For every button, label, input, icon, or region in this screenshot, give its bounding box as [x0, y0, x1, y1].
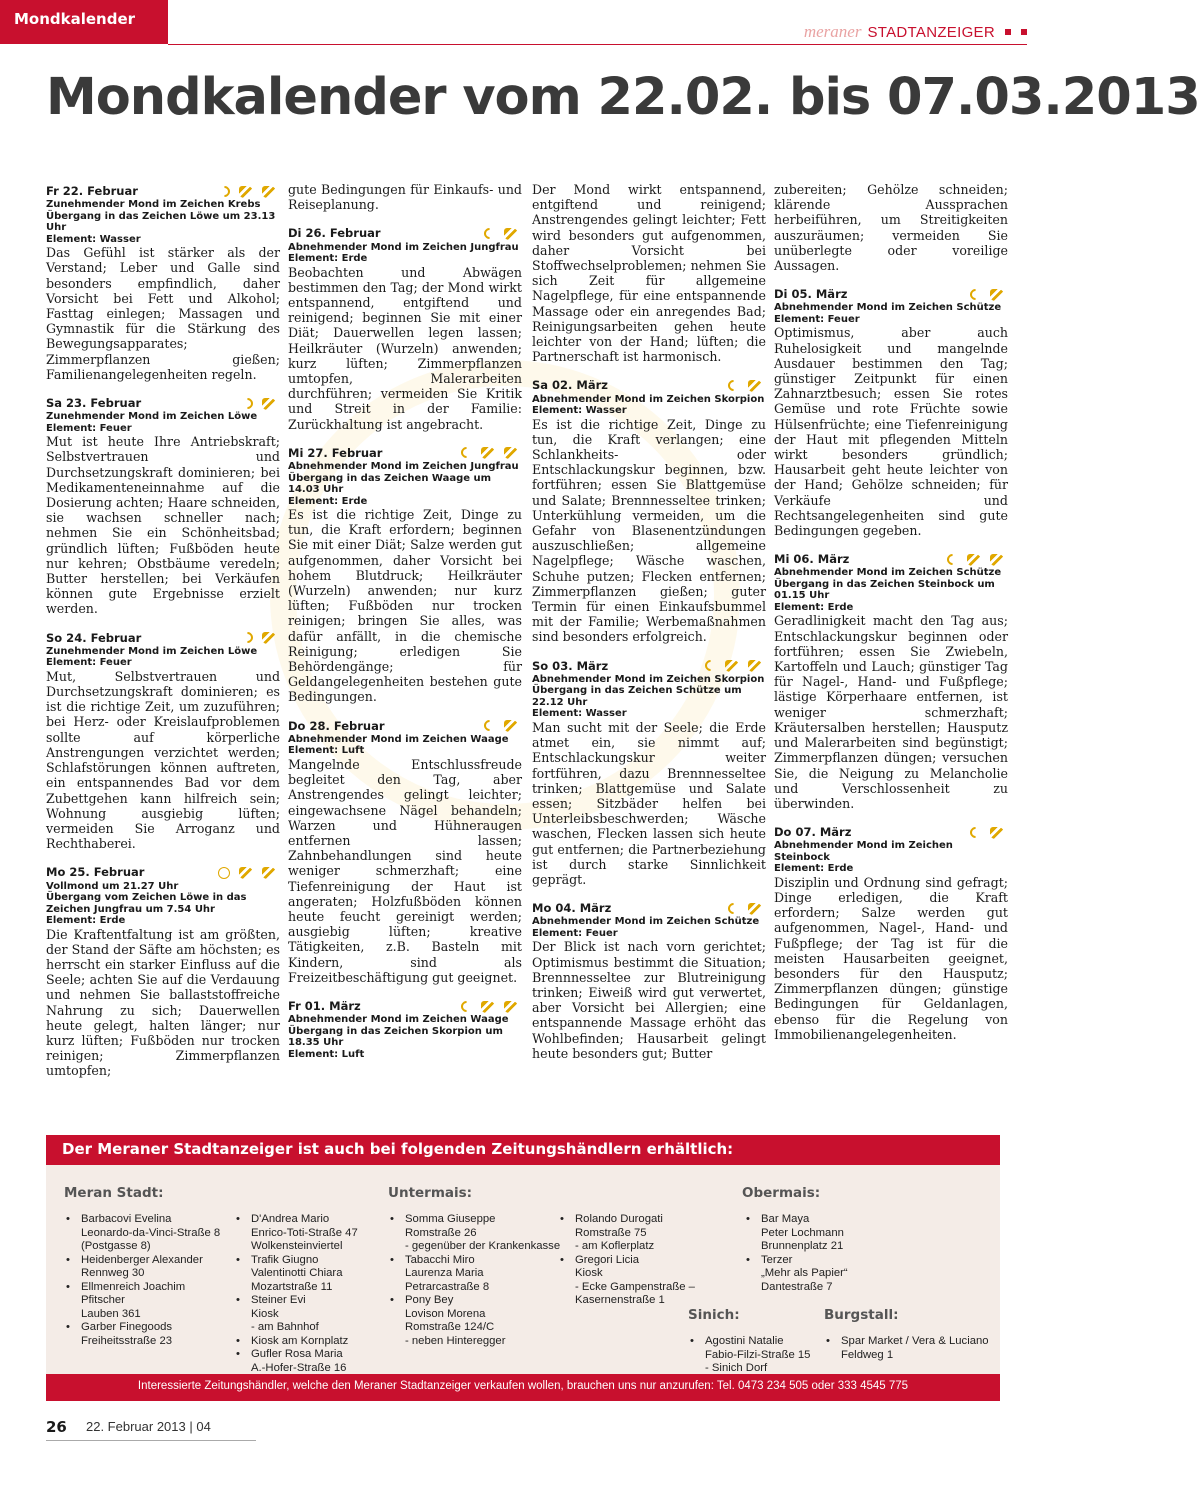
- waning-moon-icon: [459, 445, 475, 461]
- waning-moon-icon: [482, 718, 498, 734]
- full-moon-icon: [218, 867, 230, 879]
- day-text: Disziplin und Ordnung sind gefragt; Dinge erledigen, die Kraft erfordern; Salze werden gut aufgenommen, Nagel-, Hand- und Fußpflege; der Tag ist für die meisten Hausarbeiten geeignet, besonders für den Hausputz; Zimmerpflanzen düngen; günstige Bedingungen für Geldanlagen, ebenso für die Regelung von Immobilienangelegenheiten.: [774, 874, 1008, 1042]
- dealer-item: [62, 1321, 220, 1348]
- day-entry: [288, 446, 522, 705]
- day-symbols: [242, 398, 276, 410]
- moon-info: Element: Wasser: [532, 708, 627, 720]
- day-symbols: [970, 827, 1004, 839]
- dealer-title-obermais: Obermais:: [742, 1185, 821, 1201]
- dealer-item: [232, 1213, 358, 1254]
- dealer-list-untermais-2: [556, 1213, 695, 1308]
- moon-info: Abnehmender Mond im Zeichen Skorpion: [532, 673, 765, 685]
- zodiac-sign-icon: [990, 827, 1004, 839]
- dealer-list: [556, 1213, 695, 1308]
- dealer-line: Romstraße 26: [405, 1226, 477, 1239]
- dealer-line: Valentinotti Chiara: [251, 1267, 343, 1279]
- day-entry: [774, 182, 1008, 273]
- day-title: Mi 27. Februar: [288, 445, 383, 460]
- waning-moon-icon: [459, 998, 475, 1014]
- section-tab: Mondkalender: [0, 0, 168, 44]
- zodiac-sign-icon: [748, 380, 762, 392]
- page-title: Mondkalender vom 22.02. bis 07.03.2013: [46, 68, 1200, 127]
- day-title: So 03. März: [532, 658, 609, 673]
- dealer-list-burgstall: [822, 1335, 989, 1362]
- dealer-line: • Rolando Durogati: [575, 1213, 663, 1225]
- dealer-item: [386, 1213, 560, 1254]
- waning-moon-icon: [703, 658, 719, 674]
- dealer-line: Kasernenstraße 1: [575, 1294, 665, 1306]
- day-title: Do 28. Februar: [288, 718, 385, 733]
- day-title: Mo 04. März: [532, 901, 612, 916]
- dealer-list: [686, 1335, 810, 1376]
- header-rule: [168, 44, 1027, 45]
- dealer-line: • Spar Market / Vera & Luciano: [841, 1335, 989, 1347]
- day-title: Di 26. Februar: [288, 226, 381, 241]
- waning-moon-icon: [945, 552, 961, 568]
- day-text: Das Gefühl ist stärker als der Verstand; Leber und Galle sind besonders empfindlich, daher Vorsicht bei Fett und Alkohol; Fasttag einlegen; Massagen und Gymnastik für die Stärkung des Bewegungsapparates; Zimmerpflanzen gießen; Familienangelegenheiten regeln.: [46, 245, 280, 382]
- dealers-box: [46, 1135, 1000, 1401]
- day-text: Es ist die richtige Zeit, Dinge zu tun, die Kraft verlangen; eine Schlankheits- oder Entschlackungskur beginnen, bzw. fortführen; essen Sie Blattgemüse und Salate; Brennnesseltee trinken; Unterkühlung vermeiden, um die Gefahr von Blasenentzündungen auszuschließen; allgemeine Nagelpflege; Wäsche waschen, Schuhe putzen; Flecken entfernen; Zimmerpflanzen gießen; guter Termin für einen Einkaufsbummel mit der Familie; Werbemaßnahmen sind besonders erfolgreich.: [532, 416, 766, 645]
- zodiac-sign-icon: [239, 867, 253, 879]
- day-symbols: [728, 380, 762, 392]
- day-header: [774, 287, 1008, 302]
- dealers-heading: Der Meraner Stadtanzeiger ist auch bei folgenden Zeitungshändlern erhältlich:: [46, 1135, 1000, 1165]
- zodiac-sign-icon: [504, 720, 518, 732]
- waning-moon-icon: [482, 226, 498, 242]
- footer-rule: [46, 1440, 256, 1441]
- day-header: [288, 226, 522, 241]
- moon-info: Abnehmender Mond im Zeichen Steinbock: [774, 840, 953, 863]
- moon-info: Übergang in das Zeichen Löwe um 23.13 Uhr: [46, 210, 276, 234]
- moon-info: Übergang in das Zeichen Steinbock um 01.15 Uhr: [774, 578, 995, 602]
- day-entry: [46, 396, 280, 617]
- dealer-line: • Steiner Evi: [251, 1294, 306, 1306]
- dealer-line: • Tabacchi Miro: [405, 1253, 475, 1266]
- day-symbols: [242, 632, 276, 644]
- dealer-line: Brunnenplatz 21: [761, 1240, 844, 1252]
- moon-info: Abnehmender Mond im Zeichen Waage: [288, 1014, 509, 1026]
- moon-info: Übergang vom Zeichen Löwe in das Zeichen Jungfrau um 7.54 Uhr: [46, 892, 247, 915]
- day-title: Fr 01. März: [288, 998, 361, 1013]
- waxing-moon-icon: [240, 630, 256, 646]
- dealer-item: [232, 1294, 358, 1335]
- moon-info: Übergang in das Zeichen Waage um 14.03 Uhr: [288, 472, 492, 496]
- dealer-item: [62, 1254, 220, 1281]
- day-title: Sa 23. Februar: [46, 396, 142, 411]
- dealer-line: Pfitscher: [81, 1294, 125, 1306]
- day-title: Di 05. März: [774, 287, 848, 302]
- day-header: [532, 901, 766, 916]
- zodiac-sign-icon: [504, 1001, 518, 1013]
- day-text: Es ist die richtige Zeit, Dinge zu tun, die Kraft erfordern; beginnen Sie mit einer Diät; Salze werden gut aufgenommen, daher Vorsicht bei hohem Blutdruck; Heilkräuter (Wurzeln) anwenden; nur kurz lüften; Fußböden nur trocken reinigen; bringen Sie alles, was dafür anfällt, in die chemische Reinigung; erledigen Sie Behördengänge; für Geldangelegenheiten bestehen gute Bedingungen.: [288, 507, 522, 705]
- dealer-list-meran-2: [232, 1213, 358, 1375]
- moon-info: Element: Feuer: [46, 422, 132, 434]
- moon-info: Element: Erde: [46, 915, 126, 927]
- dealer-item: [62, 1213, 220, 1254]
- calendar-column-1: [46, 182, 280, 1093]
- waning-moon-icon: [968, 287, 984, 303]
- dealer-list: [386, 1213, 560, 1348]
- moon-info: Zunehmender Mond im Zeichen Löwe: [46, 411, 258, 423]
- dealer-title-burgstall: Burgstall:: [824, 1307, 899, 1323]
- moon-info: Element: Luft: [288, 1048, 365, 1060]
- dealer-item: [62, 1281, 220, 1322]
- day-symbols: [970, 289, 1004, 301]
- day-header: [288, 719, 522, 734]
- dealer-item: [232, 1335, 358, 1349]
- day-text: Man sucht mit der Seele; die Erde atmet ein, sie nimmt auf; Entschlackungskur weiter fortführen, dazu Brennnesseltee trinken; Blattgemüse und Salate essen; Sitzbäder helfen bei Unterleibsbeschwerden; Wäsche waschen, Flecken lassen sich heute gut entfernen; die Partnerbeziehung ist durch starke Sinnlichkeit geprägt.: [532, 719, 766, 887]
- calendar-column-4: [774, 182, 1008, 1056]
- dealer-line: • Ellmenreich Joachim: [81, 1280, 186, 1293]
- dealers-footer: Interessierte Zeitungshändler, welche den Meraner Stadtanzeiger verkaufen wollen, brauchen uns nur anzurufen: Tel. 0473 234 505 oder 333 4545 775: [46, 1374, 1000, 1401]
- dealer-line: Feldweg 1: [841, 1348, 894, 1361]
- day-symbols: [728, 903, 762, 915]
- day-text: gute Bedingungen für Einkaufs- und Reiseplanung.: [288, 182, 522, 213]
- waning-moon-icon: [726, 900, 742, 916]
- day-header: [774, 552, 1008, 567]
- dealer-line: Laurenza Maria: [405, 1267, 484, 1279]
- moon-info: Abnehmender Mond im Zeichen Jungfrau: [288, 461, 519, 473]
- dealer-line: • Kiosk am Kornplatz: [251, 1334, 349, 1347]
- zodiac-sign-icon: [748, 660, 762, 672]
- day-text: Mangelnde Entschlussfreude begleitet den Tag, aber Anstrengendes gelingt leichter; eingewachsene Nägel behandeln; Warzen und Hühneraugen entfernen lassen; Zahnbehandlungen sind heute weniger schmerzhaft; eine Tiefenreinigung der Haut ist angeraten; Holzfußböden können heute feucht gereinigt werden; ausgiebig lüften; kreative Tätigkeiten, z.B. Basteln mit Kindern, sind als Freizeitbeschäftigung gut geeignet.: [288, 756, 522, 985]
- day-header: [46, 631, 280, 646]
- dealer-line: Enrico-Toti-Straße 47: [251, 1226, 358, 1239]
- day-entry: [46, 631, 280, 852]
- day-entry: [288, 182, 522, 212]
- dealer-item: [556, 1213, 695, 1254]
- moon-info: Element: Wasser: [46, 233, 141, 245]
- moon-info: Element: Erde: [288, 253, 368, 265]
- dealer-title-sinich: Sinich:: [688, 1307, 740, 1323]
- moon-info: Zunehmender Mond im Zeichen Löwe: [46, 645, 258, 657]
- day-entry: [774, 287, 1008, 538]
- dealer-line: Kiosk: [575, 1267, 603, 1279]
- dealer-line: Kiosk: [251, 1307, 279, 1320]
- dealer-line: - Ecke Gampenstraße –: [575, 1280, 695, 1293]
- day-text: zubereiten; Gehölze schneiden; klärende Aussprachen herbeiführen, um Streitigkeiten auszuräumen; vermeiden Sie unüberlegte oder voreilige Aussagen.: [774, 182, 1008, 274]
- day-text: Geradlinigkeit macht den Tag aus; Entschlackungskur beginnen oder fortführen; essen Sie Zwiebeln, Kartoffeln und Lauch; günstiger Tag für Nagel-, Hand- und Fußpflege; lästige Körperhaare entfernen, ist weniger schmerzhaft; Kräutersalben herstellen; Hausputz und Malerarbeiten sind begünstigt; Zimmerpflanzen düngen; versuchen Sie, die Neigung zu Melancholie und Verschlossenheit zu überwinden.: [774, 613, 1008, 811]
- day-text: Mut ist heute Ihre Antriebskraft; Selbstvertrauen und Durchsetzungskraft dominieren; bei Medikamenteneinnahme auf die Dosierung achten; Haare schneiden, sie wachsen schneller nach; nehmen Sie ein Schönheitsbad; gründlich lüften; Fußböden heute nur kehren; Obstbäume veredeln; Butter herstellen; bei Verkäufen können gute Ergebnisse erzielt werden.: [46, 434, 280, 617]
- moon-info: Abnehmender Mond im Zeichen Jungfrau: [288, 241, 519, 253]
- waxing-moon-icon: [240, 395, 256, 411]
- moon-info: Element: Feuer: [46, 657, 132, 669]
- dealer-list: [232, 1213, 358, 1375]
- zodiac-sign-icon: [262, 632, 276, 644]
- dealer-line: • Gregori Licia: [575, 1253, 640, 1266]
- zodiac-sign-icon: [725, 660, 739, 672]
- dealer-item: [556, 1254, 695, 1308]
- dealer-line: (Postgasse 8): [81, 1240, 151, 1252]
- day-entry: [46, 865, 280, 1078]
- day-symbols: [218, 867, 276, 879]
- day-entry: [532, 659, 766, 887]
- dealer-line: • Barbacovi Evelina: [81, 1213, 172, 1225]
- day-entry: [532, 901, 766, 1061]
- moon-info: Element: Wasser: [532, 405, 627, 417]
- dealer-item: [232, 1254, 358, 1295]
- day-entry: [532, 378, 766, 644]
- dealer-line: • D'Andrea Mario: [251, 1213, 330, 1225]
- dealer-line: • Garber Finegoods: [81, 1321, 173, 1333]
- day-header: [288, 446, 522, 461]
- day-header: [532, 659, 766, 674]
- moon-info: Abnehmender Mond im Zeichen Skorpion: [532, 393, 765, 405]
- day-title: So 24. Februar: [46, 630, 142, 645]
- day-symbols: [705, 660, 762, 672]
- moon-info: Element: Erde: [288, 495, 368, 507]
- moon-info: Vollmond um 21.27 Uhr: [46, 880, 179, 892]
- day-text: Der Mond wirkt entspannend, entgiftend und reinigend; Anstrengendes gelingt leichter; Fett wird besonders gut aufgenommen, daher Vorsicht bei Stoffwechselproblemen; nehmen Sie sich Zeit für allgemeine Nagelpflege, für eine entspannende Massage oder ein anregendes Bad; Reinigungsarbeiten gehen heute leichter von der Hand; lüften; die Partnerschaft ist harmonisch.: [532, 182, 766, 365]
- dealer-item: [822, 1335, 989, 1362]
- dealer-list-untermais-1: [386, 1213, 560, 1348]
- moon-info: Element: Feuer: [774, 313, 860, 325]
- moon-info: Element: Feuer: [532, 927, 618, 939]
- brand-logo: [804, 22, 1027, 42]
- day-title: Mo 25. Februar: [46, 865, 145, 880]
- dealer-line: Mozartstraße 11: [251, 1280, 333, 1293]
- dealer-title-meran: Meran Stadt:: [64, 1185, 164, 1201]
- day-symbols: [219, 186, 276, 198]
- day-symbols: [461, 447, 518, 459]
- issue-date: 22. Februar 2013 | 04: [86, 1419, 211, 1434]
- dealer-line: Wolkensteinviertel: [251, 1240, 343, 1252]
- moon-info: Element: Luft: [288, 745, 365, 757]
- day-text: Mut, Selbstvertrauen und Durchsetzungskraft dominieren; es ist die richtige Zeit, um zuzuführen; bei Herz- oder Kreislaufproblemen sollte auf körperliche Anstrengungen verzichtet werden; Schlafstörungen können auftreten, ein entspannendes Bad vor dem Zubettgehen kann hilfreich sein; Wohnung ausgiebig lüften; vermeiden Sie Arroganz und Rechthaberei.: [46, 668, 280, 852]
- brand-part-2: STADTANZEIGER: [867, 23, 995, 41]
- zodiac-sign-icon: [748, 903, 762, 915]
- dealer-line: • Terzer: [761, 1253, 793, 1266]
- calendar-columns: [46, 182, 1008, 1079]
- waning-moon-icon: [968, 824, 984, 840]
- dealer-line: - gegenüber der Krankenkasse: [405, 1240, 561, 1252]
- dealer-line: Leonardo-da-Vinci-Straße 8: [81, 1226, 221, 1239]
- moon-info: Element: Erde: [774, 601, 854, 613]
- dealer-line: Dantestraße 7: [761, 1280, 833, 1293]
- page-number: 26: [46, 1418, 67, 1436]
- day-header: [774, 825, 1008, 840]
- moon-info: Übergang in das Zeichen Schütze um 22.12 Uhr: [532, 685, 742, 708]
- calendar-column-2: [288, 182, 522, 1074]
- day-title: Do 07. März: [774, 825, 852, 840]
- moon-info: Abnehmender Mond im Zeichen Schütze: [532, 916, 760, 928]
- zodiac-sign-icon: [262, 398, 276, 410]
- dealer-line: Lovison Morena: [405, 1307, 486, 1320]
- day-text: Die Kraftentfaltung ist am größten, der Stand der Säfte am höchsten; es herrscht ein starker Einfluss auf die Seele; achten Sie auf die Verdauung und nehmen Sie ballaststoffreiche Nahrung zu sich; Dauerwellen heute gelegt, halten länger; nur kurz lüften; Fußböden nur trocken reinigen; Zimmerpflanzen umtopfen;: [46, 926, 280, 1079]
- dealer-line: Rennweg 30: [81, 1267, 145, 1279]
- brand-part-1: meraner: [803, 22, 862, 41]
- day-text: Optimismus, aber auch Ruhelosigkeit und mangelnde Ausdauer bestimmen den Tag; günstiger Zeitpunkt für einen Zahnarztbesuch; essen Sie rotes Gemüse und rote Früchte sowie Hülsenfrüchte; eine Tiefenreinigung der Haut mit pflegenden Mitteln wirkt besonders gründlich; Hausarbeit geht heute leichter von der Hand; Gehölze schneiden; für Verkäufe und Rechtsangelegenheiten sind gute Bedingungen gegeben.: [774, 325, 1008, 539]
- dealer-item: [232, 1348, 358, 1375]
- dealer-line: • Pony Bey: [405, 1294, 454, 1306]
- zodiac-sign-icon: [967, 554, 981, 566]
- day-symbols: [484, 228, 518, 240]
- dealer-line: A.-Hofer-Straße 16: [251, 1361, 347, 1374]
- dealer-line: Peter Lochmann: [761, 1226, 844, 1239]
- zodiac-sign-icon: [262, 186, 276, 198]
- zodiac-sign-icon: [990, 289, 1004, 301]
- dealer-line: Freiheitsstraße 23: [81, 1334, 173, 1347]
- moon-info: Abnehmender Mond im Zeichen Schütze: [774, 567, 1002, 579]
- dealer-line: Petrarcastraße 8: [405, 1280, 490, 1293]
- day-header: [532, 378, 766, 393]
- moon-info: Element: Erde: [774, 863, 854, 875]
- moon-info: Zunehmender Mond im Zeichen Krebs: [46, 199, 261, 211]
- day-symbols: [484, 720, 518, 732]
- day-text: Beobachten und Abwägen bestimmen den Tag; der Mond wirkt entspannend, entgiftend und reinigend; beginnen Sie mit einer Diät; Dauerwellen legen lassen; Heilkräuter (Wurzeln) anwenden; kurz lüften; Zimmerpflanzen umtopfen, Malerarbeiten durchführen; vermeiden Sie Kritik und Streit in der Familie: Zurückhaltung ist angebracht.: [288, 264, 522, 432]
- day-entry: [774, 825, 1008, 1042]
- dealer-line: „Mehr als Papier“: [761, 1267, 848, 1279]
- day-header: [288, 999, 522, 1014]
- dealer-item: [686, 1335, 810, 1376]
- dealer-line: - Sinich Dorf: [705, 1362, 768, 1374]
- moon-info: Übergang in das Zeichen Skorpion um 18.35 Uhr: [288, 1025, 503, 1049]
- dealer-list: [742, 1213, 848, 1294]
- dealer-line: • Somma Giuseppe: [405, 1213, 496, 1225]
- day-entry: [288, 999, 522, 1060]
- dealer-line: - am Koflerplatz: [575, 1240, 655, 1252]
- day-text: Der Blick ist nach vorn gerichtet; Optimismus bestimmt die Situation; Brennnesseltee zur Blutreinigung trinken; Eiweiß wird gut verwertet, aber Vorsicht bei Allergien; eine entspannende Massage erhöht das Wohlbefinden; Hausarbeit gelingt heute besonders gut; Butter: [532, 939, 766, 1061]
- dealer-item: [742, 1254, 848, 1295]
- day-title: Mi 06. März: [774, 552, 850, 567]
- day-entry: [774, 552, 1008, 811]
- dealer-item: [386, 1254, 560, 1295]
- dealer-line: • Trafik Giugno: [251, 1253, 319, 1266]
- zodiac-sign-icon: [481, 447, 495, 459]
- day-title: Fr 22. Februar: [46, 184, 138, 198]
- dealer-line: • Bar Maya: [761, 1213, 810, 1225]
- dealer-line: • Agostini Natalie: [705, 1335, 784, 1347]
- dealer-item: [386, 1294, 560, 1348]
- dealer-item: [742, 1213, 848, 1254]
- day-header: [46, 865, 280, 880]
- dealer-line: - am Bahnhof: [251, 1321, 319, 1333]
- day-entry: [46, 184, 280, 382]
- day-entry: [288, 226, 522, 431]
- waxing-moon-icon: [217, 183, 233, 199]
- day-entry: [532, 182, 766, 364]
- day-title: Sa 02. März: [532, 378, 608, 393]
- day-symbols: [461, 1001, 518, 1013]
- dealer-line: Romstraße 124/C: [405, 1321, 495, 1333]
- dealer-list-meran-1: [62, 1213, 220, 1348]
- day-entry: [288, 719, 522, 985]
- dealer-list-obermais: [742, 1213, 848, 1294]
- zodiac-sign-icon: [481, 1001, 495, 1013]
- brand-square-icon: [1005, 29, 1011, 35]
- dealer-line: Fabio-Filzi-Straße 15: [705, 1348, 811, 1361]
- dealer-line: • Heidenberger Alexander: [81, 1253, 203, 1266]
- dealer-list: [62, 1213, 220, 1348]
- zodiac-sign-icon: [262, 867, 276, 879]
- day-header: [46, 184, 280, 199]
- waning-moon-icon: [726, 378, 742, 394]
- zodiac-sign-icon: [504, 228, 518, 240]
- calendar-column-3: [532, 182, 766, 1075]
- dealer-line: • Gufler Rosa Maria: [251, 1348, 343, 1360]
- dealer-line: Romstraße 75: [575, 1226, 647, 1239]
- zodiac-sign-icon: [990, 554, 1004, 566]
- brand-square-icon: [1021, 29, 1027, 35]
- dealer-list: [822, 1335, 989, 1362]
- day-header: [46, 396, 280, 411]
- dealer-line: - neben Hinteregger: [405, 1334, 506, 1347]
- zodiac-sign-icon: [504, 447, 518, 459]
- dealer-line: Lauben 361: [81, 1307, 141, 1320]
- day-symbols: [947, 554, 1004, 566]
- moon-info: Abnehmender Mond im Zeichen Waage: [288, 733, 509, 745]
- moon-info: Abnehmender Mond im Zeichen Schütze: [774, 302, 1002, 314]
- dealer-list-sinich: [686, 1335, 810, 1376]
- zodiac-sign-icon: [239, 186, 253, 198]
- dealer-title-untermais: Untermais:: [388, 1185, 473, 1201]
